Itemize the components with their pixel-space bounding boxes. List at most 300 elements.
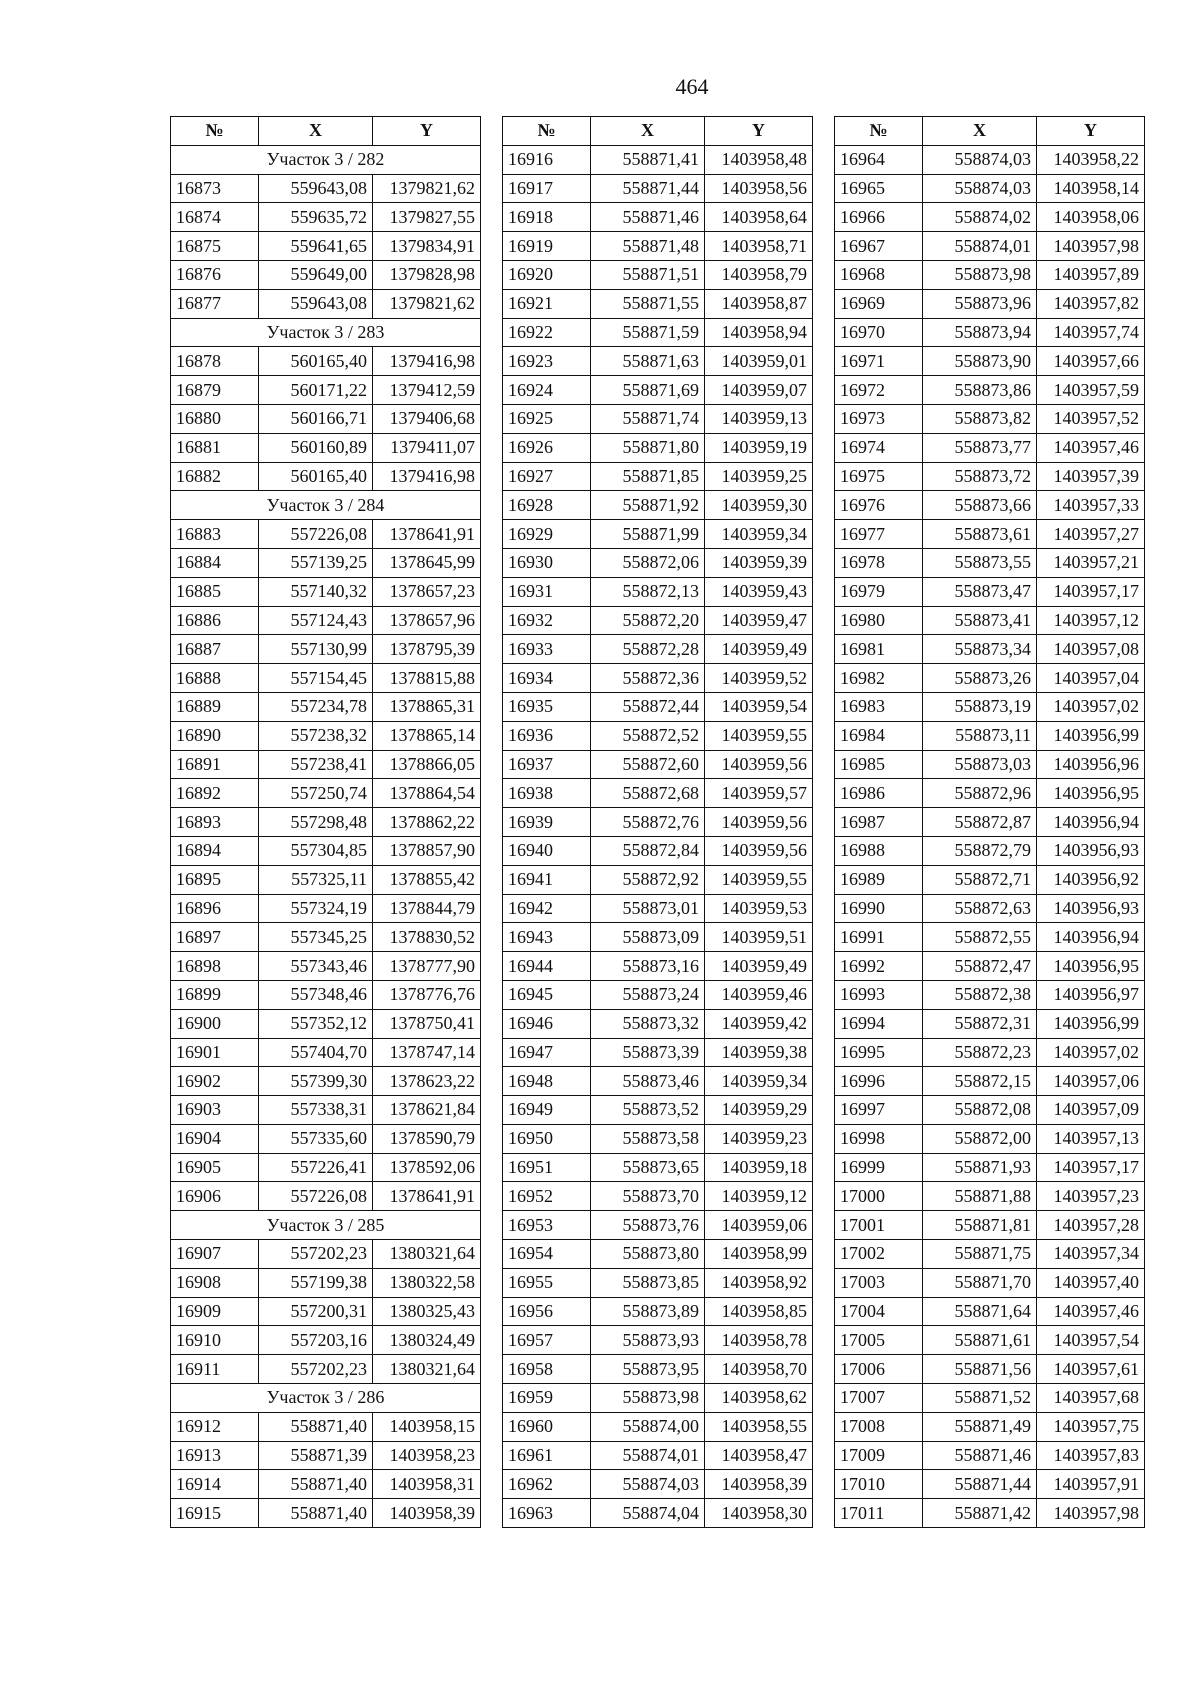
section-title: Участок 3 / 286 bbox=[171, 1384, 481, 1413]
coord-y: 1403958,94 bbox=[705, 318, 813, 347]
coord-x: 557238,41 bbox=[259, 750, 373, 779]
coord-x: 557304,85 bbox=[259, 836, 373, 865]
table-row bbox=[171, 635, 481, 664]
coord-y: 1403959,29 bbox=[705, 1096, 813, 1125]
coord-x: 558873,77 bbox=[923, 433, 1037, 462]
coord-y: 1403956,99 bbox=[1037, 721, 1145, 750]
coord-x: 558873,16 bbox=[591, 952, 705, 981]
point-number: 16940 bbox=[503, 836, 591, 865]
coord-x: 558872,06 bbox=[591, 548, 705, 577]
coord-y: 1378844,79 bbox=[373, 894, 481, 923]
coord-y: 1378862,22 bbox=[373, 808, 481, 837]
table-row bbox=[835, 433, 1145, 462]
table-row bbox=[835, 1124, 1145, 1153]
table-row bbox=[503, 1067, 813, 1096]
coord-y: 1403957,17 bbox=[1037, 1153, 1145, 1182]
coord-y: 1379828,98 bbox=[373, 260, 481, 289]
point-number: 16989 bbox=[835, 865, 923, 894]
coord-x: 558873,24 bbox=[591, 980, 705, 1009]
table-row bbox=[171, 577, 481, 606]
coord-y: 1403958,99 bbox=[705, 1240, 813, 1269]
table-row bbox=[835, 491, 1145, 520]
coord-x: 559635,72 bbox=[259, 203, 373, 232]
table-row bbox=[503, 1240, 813, 1269]
point-number: 17004 bbox=[835, 1297, 923, 1326]
header-y: Y bbox=[1037, 117, 1145, 146]
coord-y: 1403959,43 bbox=[705, 577, 813, 606]
point-number: 16891 bbox=[171, 750, 259, 779]
point-number: 16894 bbox=[171, 836, 259, 865]
coord-y: 1403956,93 bbox=[1037, 894, 1145, 923]
coord-x: 558873,98 bbox=[591, 1384, 705, 1413]
point-number: 16967 bbox=[835, 232, 923, 261]
coord-y: 1403959,49 bbox=[705, 635, 813, 664]
point-number: 16945 bbox=[503, 980, 591, 1009]
table-row bbox=[503, 174, 813, 203]
coord-x: 557298,48 bbox=[259, 808, 373, 837]
point-number: 16944 bbox=[503, 952, 591, 981]
coord-y: 1403958,47 bbox=[705, 1441, 813, 1470]
point-number: 16875 bbox=[171, 232, 259, 261]
coord-x: 558871,46 bbox=[591, 203, 705, 232]
coord-x: 558872,00 bbox=[923, 1124, 1037, 1153]
coord-x: 558873,52 bbox=[591, 1096, 705, 1125]
coord-x: 558871,74 bbox=[591, 404, 705, 433]
point-number: 16963 bbox=[503, 1499, 591, 1528]
table-row bbox=[503, 1384, 813, 1413]
point-number: 17000 bbox=[835, 1182, 923, 1211]
coord-x: 557325,11 bbox=[259, 865, 373, 894]
coord-y: 1378830,52 bbox=[373, 923, 481, 952]
table-row bbox=[171, 404, 481, 433]
coord-x: 558871,44 bbox=[923, 1470, 1037, 1499]
coord-x: 558871,49 bbox=[923, 1412, 1037, 1441]
point-number: 16937 bbox=[503, 750, 591, 779]
coord-y: 1378657,23 bbox=[373, 577, 481, 606]
coord-y: 1403958,79 bbox=[705, 260, 813, 289]
table-row bbox=[835, 1240, 1145, 1269]
point-number: 16975 bbox=[835, 462, 923, 491]
table-row bbox=[835, 635, 1145, 664]
coord-x: 558873,86 bbox=[923, 376, 1037, 405]
coord-y: 1403957,09 bbox=[1037, 1096, 1145, 1125]
header-row bbox=[171, 117, 481, 146]
table-row bbox=[171, 1009, 481, 1038]
coord-x: 557202,23 bbox=[259, 1355, 373, 1384]
coord-x: 558872,84 bbox=[591, 836, 705, 865]
coord-x: 558873,46 bbox=[591, 1067, 705, 1096]
point-number: 16965 bbox=[835, 174, 923, 203]
point-number: 16905 bbox=[171, 1153, 259, 1182]
table-row bbox=[503, 1297, 813, 1326]
point-number: 16964 bbox=[835, 145, 923, 174]
coord-y: 1380321,64 bbox=[373, 1355, 481, 1384]
table-row bbox=[835, 376, 1145, 405]
header-num: № bbox=[171, 117, 259, 146]
coord-x: 558873,72 bbox=[923, 462, 1037, 491]
coord-x: 557226,08 bbox=[259, 520, 373, 549]
coord-y: 1403957,74 bbox=[1037, 318, 1145, 347]
point-number: 16882 bbox=[171, 462, 259, 491]
point-number: 16883 bbox=[171, 520, 259, 549]
coord-y: 1403958,48 bbox=[705, 145, 813, 174]
coord-x: 558873,41 bbox=[923, 606, 1037, 635]
coord-x: 558872,87 bbox=[923, 808, 1037, 837]
coord-y: 1403959,34 bbox=[705, 520, 813, 549]
coord-x: 558872,76 bbox=[591, 808, 705, 837]
coord-y: 1403957,23 bbox=[1037, 1182, 1145, 1211]
coord-y: 1403957,61 bbox=[1037, 1355, 1145, 1384]
coord-x: 558874,03 bbox=[923, 174, 1037, 203]
table-row bbox=[171, 520, 481, 549]
table-row bbox=[835, 1096, 1145, 1125]
table-row bbox=[835, 203, 1145, 232]
table-row bbox=[171, 1153, 481, 1182]
coord-x: 558872,79 bbox=[923, 836, 1037, 865]
coord-x: 557238,32 bbox=[259, 721, 373, 750]
coord-y: 1403957,21 bbox=[1037, 548, 1145, 577]
coord-y: 1378795,39 bbox=[373, 635, 481, 664]
section-row bbox=[171, 1211, 481, 1240]
header-row bbox=[835, 117, 1145, 146]
coord-x: 560171,22 bbox=[259, 376, 373, 405]
coord-x: 558872,47 bbox=[923, 952, 1037, 981]
point-number: 16932 bbox=[503, 606, 591, 635]
coord-x: 558872,68 bbox=[591, 779, 705, 808]
coord-x: 558871,70 bbox=[923, 1268, 1037, 1297]
coord-y: 1403959,39 bbox=[705, 548, 813, 577]
coord-x: 558873,32 bbox=[591, 1009, 705, 1038]
coord-y: 1403959,56 bbox=[705, 836, 813, 865]
table-row bbox=[835, 548, 1145, 577]
coord-y: 1403959,55 bbox=[705, 721, 813, 750]
coord-x: 558872,23 bbox=[923, 1038, 1037, 1067]
coord-x: 558871,99 bbox=[591, 520, 705, 549]
header-x: X bbox=[259, 117, 373, 146]
point-number: 16995 bbox=[835, 1038, 923, 1067]
table-row bbox=[835, 260, 1145, 289]
coord-x: 557399,30 bbox=[259, 1067, 373, 1096]
coord-x: 557404,70 bbox=[259, 1038, 373, 1067]
table-row bbox=[835, 836, 1145, 865]
coord-x: 558871,69 bbox=[591, 376, 705, 405]
point-number: 16922 bbox=[503, 318, 591, 347]
coord-x: 558873,47 bbox=[923, 577, 1037, 606]
point-number: 16934 bbox=[503, 664, 591, 693]
coord-x: 558871,92 bbox=[591, 491, 705, 520]
point-number: 16928 bbox=[503, 491, 591, 520]
point-number: 16951 bbox=[503, 1153, 591, 1182]
section-row bbox=[171, 491, 481, 520]
coord-x: 557154,45 bbox=[259, 664, 373, 693]
coord-y: 1379411,07 bbox=[373, 433, 481, 462]
coord-y: 1403959,30 bbox=[705, 491, 813, 520]
coord-y: 1403957,02 bbox=[1037, 1038, 1145, 1067]
coordinate-table-left bbox=[170, 116, 481, 1528]
point-number: 17002 bbox=[835, 1240, 923, 1269]
coord-y: 1403959,57 bbox=[705, 779, 813, 808]
point-number: 16954 bbox=[503, 1240, 591, 1269]
point-number: 16990 bbox=[835, 894, 923, 923]
coord-y: 1378592,06 bbox=[373, 1153, 481, 1182]
point-number: 16896 bbox=[171, 894, 259, 923]
coord-x: 557352,12 bbox=[259, 1009, 373, 1038]
coord-y: 1403957,66 bbox=[1037, 347, 1145, 376]
coord-y: 1403958,15 bbox=[373, 1412, 481, 1441]
table-row bbox=[171, 1038, 481, 1067]
coord-x: 557348,46 bbox=[259, 980, 373, 1009]
coord-x: 558871,40 bbox=[259, 1412, 373, 1441]
point-number: 16959 bbox=[503, 1384, 591, 1413]
coord-x: 559649,00 bbox=[259, 260, 373, 289]
table-row bbox=[835, 1268, 1145, 1297]
table-row bbox=[171, 433, 481, 462]
table-row bbox=[503, 318, 813, 347]
coord-x: 558871,48 bbox=[591, 232, 705, 261]
point-number: 16916 bbox=[503, 145, 591, 174]
point-number: 16901 bbox=[171, 1038, 259, 1067]
coord-x: 557250,74 bbox=[259, 779, 373, 808]
coord-x: 558871,51 bbox=[591, 260, 705, 289]
table-row bbox=[171, 923, 481, 952]
point-number: 17001 bbox=[835, 1211, 923, 1240]
table-row bbox=[171, 289, 481, 318]
table-row bbox=[835, 232, 1145, 261]
point-number: 16992 bbox=[835, 952, 923, 981]
point-number: 16885 bbox=[171, 577, 259, 606]
coord-y: 1403959,38 bbox=[705, 1038, 813, 1067]
coord-x: 558872,92 bbox=[591, 865, 705, 894]
table-row bbox=[835, 1384, 1145, 1413]
coord-x: 557226,08 bbox=[259, 1182, 373, 1211]
coord-y: 1403959,19 bbox=[705, 433, 813, 462]
coord-x: 558871,64 bbox=[923, 1297, 1037, 1326]
point-number: 16880 bbox=[171, 404, 259, 433]
table-row bbox=[503, 980, 813, 1009]
coord-y: 1403956,96 bbox=[1037, 750, 1145, 779]
coord-x: 558871,81 bbox=[923, 1211, 1037, 1240]
coord-y: 1403957,17 bbox=[1037, 577, 1145, 606]
coord-y: 1403956,94 bbox=[1037, 808, 1145, 837]
table-row bbox=[503, 1470, 813, 1499]
point-number: 16986 bbox=[835, 779, 923, 808]
coord-x: 558873,85 bbox=[591, 1268, 705, 1297]
coord-y: 1403957,34 bbox=[1037, 1240, 1145, 1269]
table-row bbox=[503, 232, 813, 261]
coord-x: 557343,46 bbox=[259, 952, 373, 981]
point-number: 16936 bbox=[503, 721, 591, 750]
point-number: 16949 bbox=[503, 1096, 591, 1125]
point-number: 16973 bbox=[835, 404, 923, 433]
point-number: 16978 bbox=[835, 548, 923, 577]
coord-x: 558871,40 bbox=[259, 1470, 373, 1499]
coord-x: 558874,01 bbox=[591, 1441, 705, 1470]
coord-x: 558871,80 bbox=[591, 433, 705, 462]
coord-y: 1403959,42 bbox=[705, 1009, 813, 1038]
table-row bbox=[503, 1268, 813, 1297]
coord-y: 1378621,84 bbox=[373, 1096, 481, 1125]
coord-y: 1403957,04 bbox=[1037, 664, 1145, 693]
coord-x: 558872,31 bbox=[923, 1009, 1037, 1038]
table-row bbox=[835, 894, 1145, 923]
coord-y: 1403957,98 bbox=[1037, 1499, 1145, 1528]
coord-y: 1378623,22 bbox=[373, 1067, 481, 1096]
coord-x: 558871,40 bbox=[259, 1499, 373, 1528]
coord-y: 1403957,40 bbox=[1037, 1268, 1145, 1297]
table-row bbox=[503, 491, 813, 520]
coord-y: 1380322,58 bbox=[373, 1268, 481, 1297]
table-row bbox=[835, 1153, 1145, 1182]
point-number: 17009 bbox=[835, 1441, 923, 1470]
point-number: 16899 bbox=[171, 980, 259, 1009]
coord-x: 557324,19 bbox=[259, 894, 373, 923]
point-number: 16996 bbox=[835, 1067, 923, 1096]
table-row bbox=[835, 980, 1145, 1009]
coord-x: 558873,96 bbox=[923, 289, 1037, 318]
coordinate-table-right bbox=[834, 116, 1145, 1528]
point-number: 16917 bbox=[503, 174, 591, 203]
coord-x: 558871,61 bbox=[923, 1326, 1037, 1355]
coord-y: 1403956,95 bbox=[1037, 952, 1145, 981]
coord-x: 558872,60 bbox=[591, 750, 705, 779]
table-row bbox=[503, 865, 813, 894]
point-number: 16921 bbox=[503, 289, 591, 318]
coord-x: 558871,93 bbox=[923, 1153, 1037, 1182]
coord-x: 558871,88 bbox=[923, 1182, 1037, 1211]
coord-x: 558873,39 bbox=[591, 1038, 705, 1067]
table-row bbox=[503, 548, 813, 577]
table-row bbox=[503, 289, 813, 318]
coord-x: 558873,26 bbox=[923, 664, 1037, 693]
coord-y: 1403958,92 bbox=[705, 1268, 813, 1297]
point-number: 16876 bbox=[171, 260, 259, 289]
point-number: 16900 bbox=[171, 1009, 259, 1038]
coord-x: 560166,71 bbox=[259, 404, 373, 433]
point-number: 16976 bbox=[835, 491, 923, 520]
point-number: 17011 bbox=[835, 1499, 923, 1528]
coord-y: 1403957,06 bbox=[1037, 1067, 1145, 1096]
section-title: Участок 3 / 282 bbox=[171, 145, 481, 174]
coord-y: 1403959,07 bbox=[705, 376, 813, 405]
coord-x: 558872,63 bbox=[923, 894, 1037, 923]
point-number: 16886 bbox=[171, 606, 259, 635]
table-row bbox=[835, 520, 1145, 549]
coord-y: 1379821,62 bbox=[373, 174, 481, 203]
coord-y: 1403958,23 bbox=[373, 1441, 481, 1470]
point-number: 16955 bbox=[503, 1268, 591, 1297]
coord-y: 1403958,31 bbox=[373, 1470, 481, 1499]
coord-x: 558873,89 bbox=[591, 1297, 705, 1326]
table-row bbox=[503, 750, 813, 779]
table-row bbox=[503, 145, 813, 174]
coord-y: 1403959,55 bbox=[705, 865, 813, 894]
point-number: 16987 bbox=[835, 808, 923, 837]
coord-x: 558873,80 bbox=[591, 1240, 705, 1269]
coord-x: 558874,03 bbox=[923, 145, 1037, 174]
table-row bbox=[835, 1412, 1145, 1441]
table-row bbox=[503, 1211, 813, 1240]
coord-y: 1403958,39 bbox=[705, 1470, 813, 1499]
point-number: 16950 bbox=[503, 1124, 591, 1153]
coord-y: 1379412,59 bbox=[373, 376, 481, 405]
coord-y: 1403958,30 bbox=[705, 1499, 813, 1528]
table-row bbox=[171, 1124, 481, 1153]
coord-y: 1379416,98 bbox=[373, 347, 481, 376]
point-number: 16878 bbox=[171, 347, 259, 376]
point-number: 16943 bbox=[503, 923, 591, 952]
point-number: 16908 bbox=[171, 1268, 259, 1297]
coord-x: 558872,15 bbox=[923, 1067, 1037, 1096]
point-number: 16991 bbox=[835, 923, 923, 952]
table-row bbox=[171, 836, 481, 865]
table-row bbox=[171, 1240, 481, 1269]
point-number: 16956 bbox=[503, 1297, 591, 1326]
point-number: 16946 bbox=[503, 1009, 591, 1038]
point-number: 16985 bbox=[835, 750, 923, 779]
table-row bbox=[171, 865, 481, 894]
coord-y: 1378590,79 bbox=[373, 1124, 481, 1153]
coord-y: 1403958,70 bbox=[705, 1355, 813, 1384]
point-number: 16926 bbox=[503, 433, 591, 462]
coord-x: 558874,03 bbox=[591, 1470, 705, 1499]
table-row bbox=[503, 1038, 813, 1067]
coord-x: 560160,89 bbox=[259, 433, 373, 462]
section-title: Участок 3 / 283 bbox=[171, 318, 481, 347]
coord-y: 1403956,97 bbox=[1037, 980, 1145, 1009]
table-row bbox=[171, 1412, 481, 1441]
point-number: 16881 bbox=[171, 433, 259, 462]
coord-y: 1403956,94 bbox=[1037, 923, 1145, 952]
table-row bbox=[171, 606, 481, 635]
point-number: 16997 bbox=[835, 1096, 923, 1125]
page-number: 464 bbox=[675, 74, 709, 99]
coordinate-table-middle bbox=[502, 116, 813, 1528]
coord-x: 558872,20 bbox=[591, 606, 705, 635]
table-row bbox=[835, 606, 1145, 635]
point-number: 16892 bbox=[171, 779, 259, 808]
coord-x: 558873,09 bbox=[591, 923, 705, 952]
table-row bbox=[835, 1009, 1145, 1038]
point-number: 16895 bbox=[171, 865, 259, 894]
table-row bbox=[171, 779, 481, 808]
coord-x: 558873,70 bbox=[591, 1182, 705, 1211]
coord-y: 1403956,99 bbox=[1037, 1009, 1145, 1038]
point-number: 16927 bbox=[503, 462, 591, 491]
coord-y: 1380321,64 bbox=[373, 1240, 481, 1269]
table-row bbox=[171, 1441, 481, 1470]
coord-x: 558872,36 bbox=[591, 664, 705, 693]
table-row bbox=[835, 692, 1145, 721]
point-number: 16933 bbox=[503, 635, 591, 664]
point-number: 16980 bbox=[835, 606, 923, 635]
coord-y: 1403956,95 bbox=[1037, 779, 1145, 808]
coord-x: 558872,55 bbox=[923, 923, 1037, 952]
coord-x: 557202,23 bbox=[259, 1240, 373, 1269]
table-row bbox=[835, 404, 1145, 433]
coord-y: 1378641,91 bbox=[373, 1182, 481, 1211]
coord-x: 558871,63 bbox=[591, 347, 705, 376]
point-number: 16974 bbox=[835, 433, 923, 462]
coord-x: 560165,40 bbox=[259, 462, 373, 491]
table-row bbox=[171, 721, 481, 750]
point-number: 16938 bbox=[503, 779, 591, 808]
coord-y: 1378864,54 bbox=[373, 779, 481, 808]
coord-x: 558872,13 bbox=[591, 577, 705, 606]
table-row bbox=[835, 1182, 1145, 1211]
coord-y: 1403959,18 bbox=[705, 1153, 813, 1182]
table-row bbox=[503, 894, 813, 923]
coord-y: 1403958,64 bbox=[705, 203, 813, 232]
